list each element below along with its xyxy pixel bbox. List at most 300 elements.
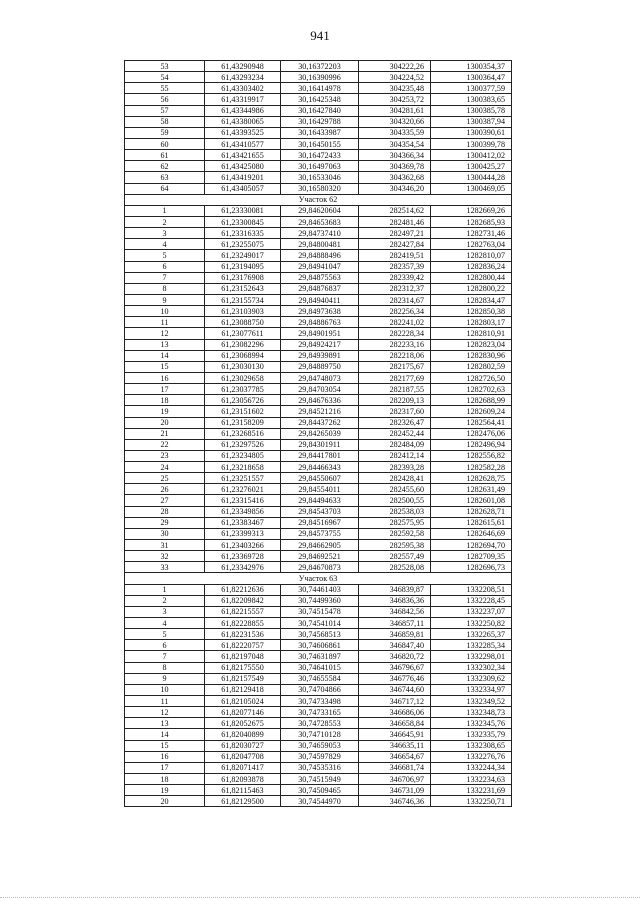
y-coordinate-cell: 1332302,34 bbox=[431, 662, 512, 673]
x-coordinate-cell: 282557,49 bbox=[359, 551, 431, 562]
point-number-cell: 32 bbox=[125, 551, 205, 562]
latitude-cell: 61,43425080 bbox=[205, 161, 281, 172]
x-coordinate-cell: 282538,03 bbox=[359, 506, 431, 517]
point-number-cell: 29 bbox=[125, 517, 205, 528]
table-row bbox=[125, 517, 512, 528]
point-number-cell: 4 bbox=[125, 618, 205, 629]
table-row bbox=[125, 662, 512, 673]
y-coordinate-cell: 1282669,26 bbox=[431, 205, 512, 216]
longitude-cell: 30,74541014 bbox=[281, 618, 359, 629]
latitude-cell: 61,23155734 bbox=[205, 294, 281, 305]
table-row bbox=[125, 216, 512, 227]
longitude-cell: 30,16372203 bbox=[281, 61, 359, 72]
point-number-cell: 11 bbox=[125, 317, 205, 328]
x-coordinate-cell: 346686,06 bbox=[359, 707, 431, 718]
x-coordinate-cell: 304281,61 bbox=[359, 105, 431, 116]
x-coordinate-cell: 282177,69 bbox=[359, 372, 431, 383]
latitude-cell: 61,82052675 bbox=[205, 718, 281, 729]
latitude-cell: 61,43419201 bbox=[205, 172, 281, 183]
latitude-cell: 61,43405057 bbox=[205, 183, 281, 194]
point-number-cell: 14 bbox=[125, 729, 205, 740]
longitude-cell: 29,84466343 bbox=[281, 462, 359, 473]
x-coordinate-cell: 282455,60 bbox=[359, 484, 431, 495]
y-coordinate-cell: 1332308,65 bbox=[431, 740, 512, 751]
x-coordinate-cell: 282595,38 bbox=[359, 540, 431, 551]
longitude-cell: 29,84748073 bbox=[281, 372, 359, 383]
x-coordinate-cell: 346681,74 bbox=[359, 762, 431, 773]
y-coordinate-cell: 1300444,28 bbox=[431, 172, 512, 183]
table-row bbox=[125, 228, 512, 239]
longitude-cell: 29,84653683 bbox=[281, 216, 359, 227]
table-row bbox=[125, 339, 512, 350]
y-coordinate-cell: 1332276,76 bbox=[431, 751, 512, 762]
point-number-cell: 15 bbox=[125, 740, 205, 751]
table-row bbox=[125, 684, 512, 695]
table-row bbox=[125, 306, 512, 317]
longitude-cell: 29,84889750 bbox=[281, 361, 359, 372]
y-coordinate-cell: 1300385,78 bbox=[431, 105, 512, 116]
longitude-cell: 29,84662905 bbox=[281, 540, 359, 551]
point-number-cell: 10 bbox=[125, 684, 205, 695]
x-coordinate-cell: 282481,46 bbox=[359, 216, 431, 227]
longitude-cell: 30,74544970 bbox=[281, 796, 359, 807]
y-coordinate-cell: 1282496,94 bbox=[431, 439, 512, 450]
latitude-cell: 61,82220757 bbox=[205, 640, 281, 651]
latitude-cell: 61,23383467 bbox=[205, 517, 281, 528]
y-coordinate-cell: 1282628,71 bbox=[431, 506, 512, 517]
point-number-cell: 33 bbox=[125, 562, 205, 573]
longitude-cell: 30,74631897 bbox=[281, 651, 359, 662]
x-coordinate-cell: 282428,41 bbox=[359, 473, 431, 484]
longitude-cell: 30,74597829 bbox=[281, 751, 359, 762]
longitude-cell: 29,84516967 bbox=[281, 517, 359, 528]
longitude-cell: 30,74710128 bbox=[281, 729, 359, 740]
longitude-cell: 29,84437262 bbox=[281, 417, 359, 428]
latitude-cell: 61,23316335 bbox=[205, 228, 281, 239]
y-coordinate-cell: 1282763,04 bbox=[431, 239, 512, 250]
y-coordinate-cell: 1332334,97 bbox=[431, 684, 512, 695]
x-coordinate-cell: 346706,97 bbox=[359, 774, 431, 785]
longitude-cell: 30,74655584 bbox=[281, 673, 359, 684]
longitude-cell: 30,74568513 bbox=[281, 629, 359, 640]
latitude-cell: 61,82129500 bbox=[205, 796, 281, 807]
y-coordinate-cell: 1282609,24 bbox=[431, 406, 512, 417]
y-coordinate-cell: 1332298,01 bbox=[431, 651, 512, 662]
x-coordinate-cell: 282326,47 bbox=[359, 417, 431, 428]
table-row bbox=[125, 361, 512, 372]
x-coordinate-cell: 282187,55 bbox=[359, 384, 431, 395]
y-coordinate-cell: 1300390,61 bbox=[431, 127, 512, 138]
x-coordinate-cell: 346658,84 bbox=[359, 718, 431, 729]
x-coordinate-cell: 282312,37 bbox=[359, 283, 431, 294]
point-number-cell: 1 bbox=[125, 584, 205, 595]
longitude-cell: 30,74704866 bbox=[281, 684, 359, 695]
x-coordinate-cell: 282233,16 bbox=[359, 339, 431, 350]
longitude-cell: 29,84670873 bbox=[281, 562, 359, 573]
table-row bbox=[125, 785, 512, 796]
latitude-cell: 61,23151602 bbox=[205, 406, 281, 417]
table-row bbox=[125, 595, 512, 606]
latitude-cell: 61,23077611 bbox=[205, 328, 281, 339]
longitude-cell: 29,84703054 bbox=[281, 384, 359, 395]
y-coordinate-cell: 1282646,69 bbox=[431, 528, 512, 539]
y-coordinate-cell: 1282810,07 bbox=[431, 250, 512, 261]
table-row bbox=[125, 183, 512, 194]
table-row bbox=[125, 406, 512, 417]
point-number-cell: 25 bbox=[125, 473, 205, 484]
y-coordinate-cell: 1332250,71 bbox=[431, 796, 512, 807]
y-coordinate-cell: 1282810,91 bbox=[431, 328, 512, 339]
point-number-cell: 17 bbox=[125, 384, 205, 395]
table-row bbox=[125, 150, 512, 161]
point-number-cell: 26 bbox=[125, 484, 205, 495]
table-row bbox=[125, 473, 512, 484]
table-row bbox=[125, 506, 512, 517]
longitude-cell: 29,84692521 bbox=[281, 551, 359, 562]
table-row bbox=[125, 707, 512, 718]
x-coordinate-cell: 282256,34 bbox=[359, 306, 431, 317]
latitude-cell: 61,23158209 bbox=[205, 417, 281, 428]
y-coordinate-cell: 1282601,08 bbox=[431, 495, 512, 506]
point-number-cell: 31 bbox=[125, 540, 205, 551]
y-coordinate-cell: 1332335,79 bbox=[431, 729, 512, 740]
latitude-cell: 61,23399313 bbox=[205, 528, 281, 539]
table-row bbox=[125, 395, 512, 406]
longitude-cell: 30,74728553 bbox=[281, 718, 359, 729]
section-header-row bbox=[125, 573, 512, 584]
x-coordinate-cell: 282452,44 bbox=[359, 428, 431, 439]
y-coordinate-cell: 1332309,62 bbox=[431, 673, 512, 684]
table-row bbox=[125, 350, 512, 361]
latitude-cell: 61,23403266 bbox=[205, 540, 281, 551]
point-number-cell: 53 bbox=[125, 61, 205, 72]
longitude-cell: 30,74641015 bbox=[281, 662, 359, 673]
longitude-cell: 30,16427840 bbox=[281, 105, 359, 116]
point-number-cell: 20 bbox=[125, 796, 205, 807]
latitude-cell: 61,23330081 bbox=[205, 205, 281, 216]
x-coordinate-cell: 282175,67 bbox=[359, 361, 431, 372]
point-number-cell: 22 bbox=[125, 439, 205, 450]
longitude-cell: 29,84417801 bbox=[281, 450, 359, 461]
longitude-cell: 30,74659053 bbox=[281, 740, 359, 751]
x-coordinate-cell: 346857,11 bbox=[359, 618, 431, 629]
table-row bbox=[125, 629, 512, 640]
longitude-cell: 30,74509465 bbox=[281, 785, 359, 796]
latitude-cell: 61,23300845 bbox=[205, 216, 281, 227]
longitude-cell: 29,84800481 bbox=[281, 239, 359, 250]
longitude-cell: 30,74461403 bbox=[281, 584, 359, 595]
table-row bbox=[125, 584, 512, 595]
point-number-cell: 7 bbox=[125, 272, 205, 283]
latitude-cell: 61,23349856 bbox=[205, 506, 281, 517]
point-number-cell: 9 bbox=[125, 294, 205, 305]
longitude-cell: 30,16450155 bbox=[281, 138, 359, 149]
table-row bbox=[125, 83, 512, 94]
latitude-cell: 61,82175550 bbox=[205, 662, 281, 673]
point-number-cell: 13 bbox=[125, 718, 205, 729]
x-coordinate-cell: 346654,67 bbox=[359, 751, 431, 762]
table-row bbox=[125, 528, 512, 539]
y-coordinate-cell: 1300354,37 bbox=[431, 61, 512, 72]
latitude-cell: 61,43303402 bbox=[205, 83, 281, 94]
latitude-cell: 61,82071417 bbox=[205, 762, 281, 773]
point-number-cell: 23 bbox=[125, 450, 205, 461]
longitude-cell: 29,84901951 bbox=[281, 328, 359, 339]
y-coordinate-cell: 1332285,34 bbox=[431, 640, 512, 651]
latitude-cell: 61,82231536 bbox=[205, 629, 281, 640]
latitude-cell: 61,43393525 bbox=[205, 127, 281, 138]
x-coordinate-cell: 346839,87 bbox=[359, 584, 431, 595]
longitude-cell: 29,84301911 bbox=[281, 439, 359, 450]
longitude-cell: 30,16429788 bbox=[281, 116, 359, 127]
x-coordinate-cell: 346836,36 bbox=[359, 595, 431, 606]
longitude-cell: 29,84924217 bbox=[281, 339, 359, 350]
latitude-cell: 61,82030727 bbox=[205, 740, 281, 751]
latitude-cell: 61,82093878 bbox=[205, 774, 281, 785]
table-row bbox=[125, 450, 512, 461]
y-coordinate-cell: 1332237,07 bbox=[431, 606, 512, 617]
y-coordinate-cell: 1282615,61 bbox=[431, 517, 512, 528]
y-coordinate-cell: 1282850,38 bbox=[431, 306, 512, 317]
x-coordinate-cell: 282592,58 bbox=[359, 528, 431, 539]
point-number-cell: 9 bbox=[125, 673, 205, 684]
latitude-cell: 61,23276021 bbox=[205, 484, 281, 495]
y-coordinate-cell: 1282628,75 bbox=[431, 473, 512, 484]
x-coordinate-cell: 304354,54 bbox=[359, 138, 431, 149]
point-number-cell: 64 bbox=[125, 183, 205, 194]
section-title: Участок 63 bbox=[125, 573, 512, 584]
x-coordinate-cell: 346746,36 bbox=[359, 796, 431, 807]
y-coordinate-cell: 1282800,22 bbox=[431, 283, 512, 294]
latitude-cell: 61,82157549 bbox=[205, 673, 281, 684]
table-row bbox=[125, 250, 512, 261]
y-coordinate-cell: 1332244,34 bbox=[431, 762, 512, 773]
latitude-cell: 61,23037785 bbox=[205, 384, 281, 395]
table-row bbox=[125, 606, 512, 617]
coordinates-table bbox=[124, 60, 512, 807]
point-number-cell: 63 bbox=[125, 172, 205, 183]
point-number-cell: 5 bbox=[125, 250, 205, 261]
point-number-cell: 20 bbox=[125, 417, 205, 428]
table-row bbox=[125, 640, 512, 651]
point-number-cell: 13 bbox=[125, 339, 205, 350]
latitude-cell: 61,43421655 bbox=[205, 150, 281, 161]
x-coordinate-cell: 346635,11 bbox=[359, 740, 431, 751]
latitude-cell: 61,82228855 bbox=[205, 618, 281, 629]
table-row bbox=[125, 205, 512, 216]
x-coordinate-cell: 282314,67 bbox=[359, 294, 431, 305]
longitude-cell: 29,84543703 bbox=[281, 506, 359, 517]
table-row bbox=[125, 439, 512, 450]
x-coordinate-cell: 304369,78 bbox=[359, 161, 431, 172]
table-row bbox=[125, 751, 512, 762]
x-coordinate-cell: 304235,48 bbox=[359, 83, 431, 94]
longitude-cell: 29,84886763 bbox=[281, 317, 359, 328]
longitude-cell: 29,84676336 bbox=[281, 395, 359, 406]
latitude-cell: 61,82197048 bbox=[205, 651, 281, 662]
longitude-cell: 29,84521216 bbox=[281, 406, 359, 417]
point-number-cell: 59 bbox=[125, 127, 205, 138]
point-number-cell: 10 bbox=[125, 306, 205, 317]
y-coordinate-cell: 1332208,51 bbox=[431, 584, 512, 595]
point-number-cell: 19 bbox=[125, 785, 205, 796]
longitude-cell: 29,84940411 bbox=[281, 294, 359, 305]
latitude-cell: 61,23268516 bbox=[205, 428, 281, 439]
longitude-cell: 29,84888496 bbox=[281, 250, 359, 261]
latitude-cell: 61,23297526 bbox=[205, 439, 281, 450]
table-row bbox=[125, 562, 512, 573]
longitude-cell: 30,74499360 bbox=[281, 595, 359, 606]
latitude-cell: 61,23152643 bbox=[205, 283, 281, 294]
longitude-cell: 30,74515949 bbox=[281, 774, 359, 785]
point-number-cell: 6 bbox=[125, 640, 205, 651]
longitude-cell: 30,74606861 bbox=[281, 640, 359, 651]
x-coordinate-cell: 304335,59 bbox=[359, 127, 431, 138]
longitude-cell: 30,16533046 bbox=[281, 172, 359, 183]
latitude-cell: 61,23255075 bbox=[205, 239, 281, 250]
y-coordinate-cell: 1282476,06 bbox=[431, 428, 512, 439]
latitude-cell: 61,82129418 bbox=[205, 684, 281, 695]
x-coordinate-cell: 282528,08 bbox=[359, 562, 431, 573]
latitude-cell: 61,23029658 bbox=[205, 372, 281, 383]
point-number-cell: 27 bbox=[125, 495, 205, 506]
table-row bbox=[125, 774, 512, 785]
point-number-cell: 19 bbox=[125, 406, 205, 417]
table-row bbox=[125, 294, 512, 305]
y-coordinate-cell: 1282631,49 bbox=[431, 484, 512, 495]
y-coordinate-cell: 1282685,93 bbox=[431, 216, 512, 227]
x-coordinate-cell: 282317,60 bbox=[359, 406, 431, 417]
table-row bbox=[125, 61, 512, 72]
point-number-cell: 60 bbox=[125, 138, 205, 149]
point-number-cell: 3 bbox=[125, 606, 205, 617]
coordinates-table-body bbox=[125, 61, 512, 807]
table-row bbox=[125, 72, 512, 83]
point-number-cell: 58 bbox=[125, 116, 205, 127]
x-coordinate-cell: 346847,40 bbox=[359, 640, 431, 651]
table-row bbox=[125, 94, 512, 105]
point-number-cell: 17 bbox=[125, 762, 205, 773]
latitude-cell: 61,82212636 bbox=[205, 584, 281, 595]
x-coordinate-cell: 282575,95 bbox=[359, 517, 431, 528]
point-number-cell: 4 bbox=[125, 239, 205, 250]
x-coordinate-cell: 346842,56 bbox=[359, 606, 431, 617]
point-number-cell: 16 bbox=[125, 751, 205, 762]
latitude-cell: 61,23030130 bbox=[205, 361, 281, 372]
y-coordinate-cell: 1332348,73 bbox=[431, 707, 512, 718]
x-coordinate-cell: 282228,34 bbox=[359, 328, 431, 339]
y-coordinate-cell: 1282582,28 bbox=[431, 462, 512, 473]
point-number-cell: 21 bbox=[125, 428, 205, 439]
longitude-cell: 30,16425348 bbox=[281, 94, 359, 105]
y-coordinate-cell: 1282688,99 bbox=[431, 395, 512, 406]
table-row bbox=[125, 328, 512, 339]
point-number-cell: 15 bbox=[125, 361, 205, 372]
point-number-cell: 55 bbox=[125, 83, 205, 94]
latitude-cell: 61,23088750 bbox=[205, 317, 281, 328]
y-coordinate-cell: 1282709,35 bbox=[431, 551, 512, 562]
point-number-cell: 3 bbox=[125, 228, 205, 239]
table-row bbox=[125, 372, 512, 383]
y-coordinate-cell: 1282836,24 bbox=[431, 261, 512, 272]
y-coordinate-cell: 1332234,63 bbox=[431, 774, 512, 785]
table-row bbox=[125, 161, 512, 172]
table-row bbox=[125, 495, 512, 506]
longitude-cell: 30,16497063 bbox=[281, 161, 359, 172]
x-coordinate-cell: 346796,67 bbox=[359, 662, 431, 673]
latitude-cell: 61,23369728 bbox=[205, 551, 281, 562]
latitude-cell: 61,82040899 bbox=[205, 729, 281, 740]
x-coordinate-cell: 346731,09 bbox=[359, 785, 431, 796]
y-coordinate-cell: 1282834,47 bbox=[431, 294, 512, 305]
longitude-cell: 29,84554011 bbox=[281, 484, 359, 495]
longitude-cell: 29,84620604 bbox=[281, 205, 359, 216]
longitude-cell: 29,84876837 bbox=[281, 283, 359, 294]
latitude-cell: 61,43344986 bbox=[205, 105, 281, 116]
section-title: Участок 62 bbox=[125, 194, 512, 205]
latitude-cell: 61,23218658 bbox=[205, 462, 281, 473]
latitude-cell: 61,23194095 bbox=[205, 261, 281, 272]
point-number-cell: 18 bbox=[125, 774, 205, 785]
x-coordinate-cell: 282393,28 bbox=[359, 462, 431, 473]
y-coordinate-cell: 1332265,37 bbox=[431, 629, 512, 640]
latitude-cell: 61,43319917 bbox=[205, 94, 281, 105]
table-row bbox=[125, 696, 512, 707]
latitude-cell: 61,43410577 bbox=[205, 138, 281, 149]
y-coordinate-cell: 1282556,82 bbox=[431, 450, 512, 461]
table-row bbox=[125, 261, 512, 272]
table-row bbox=[125, 105, 512, 116]
table-row bbox=[125, 138, 512, 149]
page-bottom-edge bbox=[0, 897, 640, 898]
y-coordinate-cell: 1332231,69 bbox=[431, 785, 512, 796]
x-coordinate-cell: 346820,72 bbox=[359, 651, 431, 662]
table-row bbox=[125, 272, 512, 283]
longitude-cell: 30,74733498 bbox=[281, 696, 359, 707]
y-coordinate-cell: 1282726,50 bbox=[431, 372, 512, 383]
y-coordinate-cell: 1300377,59 bbox=[431, 83, 512, 94]
longitude-cell: 30,74535316 bbox=[281, 762, 359, 773]
table-row bbox=[125, 127, 512, 138]
point-number-cell: 6 bbox=[125, 261, 205, 272]
latitude-cell: 61,23176908 bbox=[205, 272, 281, 283]
x-coordinate-cell: 282209,13 bbox=[359, 395, 431, 406]
longitude-cell: 30,16390996 bbox=[281, 72, 359, 83]
longitude-cell: 29,84939891 bbox=[281, 350, 359, 361]
table-row bbox=[125, 283, 512, 294]
y-coordinate-cell: 1282702,63 bbox=[431, 384, 512, 395]
point-number-cell: 12 bbox=[125, 328, 205, 339]
table-row bbox=[125, 718, 512, 729]
point-number-cell: 18 bbox=[125, 395, 205, 406]
point-number-cell: 30 bbox=[125, 528, 205, 539]
point-number-cell: 12 bbox=[125, 707, 205, 718]
latitude-cell: 61,23068994 bbox=[205, 350, 281, 361]
point-number-cell: 16 bbox=[125, 372, 205, 383]
longitude-cell: 29,84737410 bbox=[281, 228, 359, 239]
y-coordinate-cell: 1282731,46 bbox=[431, 228, 512, 239]
x-coordinate-cell: 282339,42 bbox=[359, 272, 431, 283]
x-coordinate-cell: 304222,26 bbox=[359, 61, 431, 72]
x-coordinate-cell: 346645,91 bbox=[359, 729, 431, 740]
table-row bbox=[125, 796, 512, 807]
y-coordinate-cell: 1332349,52 bbox=[431, 696, 512, 707]
table-row bbox=[125, 740, 512, 751]
x-coordinate-cell: 282218,06 bbox=[359, 350, 431, 361]
latitude-cell: 61,82105024 bbox=[205, 696, 281, 707]
table-row bbox=[125, 618, 512, 629]
x-coordinate-cell: 346717,12 bbox=[359, 696, 431, 707]
